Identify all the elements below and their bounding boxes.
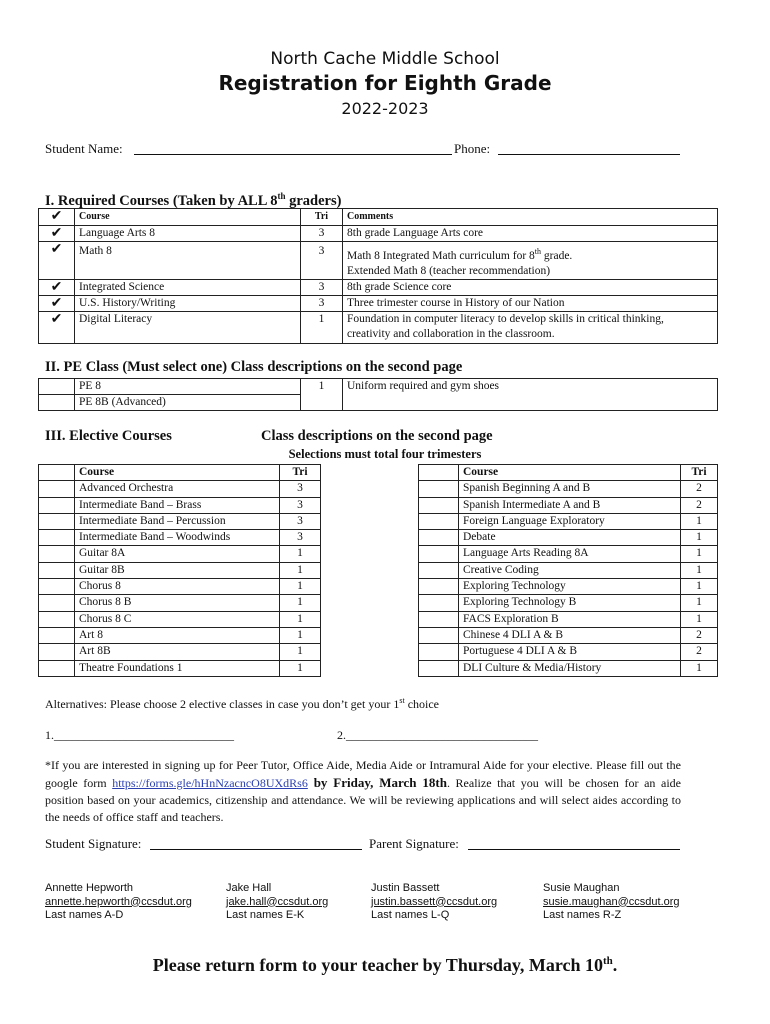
elective-tri: 1	[280, 627, 321, 643]
elective-select-box[interactable]	[419, 562, 459, 578]
phone-label: Phone:	[454, 141, 491, 156]
elective-course: Foreign Language Exploratory	[459, 513, 681, 529]
elective-select-box[interactable]	[419, 660, 459, 676]
elective-tri: 3	[280, 513, 321, 529]
elective-row	[419, 627, 718, 643]
counselor-contact: Justin Bassett justin.bassett@ccsdut.org Last names L-Q	[371, 882, 498, 921]
elective-course: Chinese 4 DLI A & B	[459, 627, 681, 643]
elective-row	[39, 546, 321, 562]
parent-signature-field[interactable]	[468, 849, 680, 850]
selection-note: Selections must total four trimesters	[288, 447, 482, 461]
elective-course: Creative Coding	[459, 562, 681, 578]
elective-tri: 1	[280, 660, 321, 676]
table-row: ✔ Integrated Science 3 8th grade Science core	[39, 279, 718, 295]
elective-course: Advanced Orchestra	[75, 481, 280, 497]
student-name-field[interactable]	[134, 154, 452, 155]
elective-tri: 3	[280, 481, 321, 497]
google-form-link[interactable]: https://forms.gle/hHnNzacncO8UXdRs6	[112, 776, 308, 790]
elective-tri: 3	[280, 497, 321, 513]
aide-note: *If you are interested in signing up for Peer Tutor, Office Aide, Media Aide or Intramural Aide for your elective. Please fill out the google form https://forms.gle/hHnNzacncO8UXdRs6 by Friday, March 18th. Realize that you will be chosen for an aide position based on your academics, citizenship and attendance. We will be reviewing applications and will select aides according to the needs of office staff and teachers.	[45, 758, 681, 824]
elective-table-right: Course Tri Spanish Beginning A and B 2 Spanish Intermediate A and B 2 Foreign Language Exploratory 1 Debate 1 Language Arts Reading 8A 1 Creative Coding 1 Exploring Technology 1 Exploring Technology B 1 FACS Exploration B 1 Chinese 4 DLI A & B 2 Portuguese 4 DLI A & B 2 DLI Culture & Media/History 1	[418, 464, 718, 677]
elective-select-box[interactable]	[39, 513, 75, 529]
counselor-email[interactable]: justin.bassett@ccsdut.org	[371, 895, 498, 908]
elective-tri: 2	[681, 627, 718, 643]
elective-course: Chorus 8	[75, 579, 280, 595]
elective-row	[39, 595, 321, 611]
table-row: ✔ Digital Literacy 1 Foundation in computer literacy to develop skills in critical thinking, creativity and collaboration in the classroom.	[39, 311, 718, 343]
elective-course: Exploring Technology	[459, 579, 681, 595]
elective-select-box[interactable]	[419, 644, 459, 660]
elective-tri: 1	[280, 595, 321, 611]
elective-row	[419, 611, 718, 627]
elective-row	[39, 530, 321, 546]
check-icon: ✔	[39, 242, 75, 280]
table-row: ✔ U.S. History/Writing 3 Three trimester course in History of our Nation	[39, 295, 718, 311]
elective-course: Exploring Technology B	[459, 595, 681, 611]
check-icon: ✔	[39, 311, 75, 343]
table-row: PE 8 1 Uniform required and gym shoes	[39, 379, 718, 395]
elective-course: Spanish Beginning A and B	[459, 481, 681, 497]
elective-row	[419, 497, 718, 513]
student-name-label: Student Name:	[45, 141, 123, 156]
elective-select-box[interactable]	[419, 611, 459, 627]
elective-row	[419, 530, 718, 546]
table-row: ✔ Language Arts 8 3 8th grade Language Arts core	[39, 226, 718, 242]
alternative-1-field[interactable]: 1.______________________________	[45, 728, 234, 742]
parent-signature-label: Parent Signature:	[369, 836, 459, 851]
elective-course: Art 8B	[75, 644, 280, 660]
elective-tri: 2	[681, 481, 718, 497]
elective-select-box[interactable]	[39, 481, 75, 497]
elective-select-box[interactable]	[419, 481, 459, 497]
elective-select-box[interactable]	[39, 627, 75, 643]
phone-field[interactable]	[498, 154, 680, 155]
elective-tri: 1	[681, 530, 718, 546]
elective-select-box[interactable]	[419, 497, 459, 513]
required-courses-table: ✔ Course Tri Comments ✔ Language Arts 8 3 8th grade Language Arts core ✔ Math 8 3 Math 8 Integrated Math curriculum for 8th grade. Extended Math 8 (teacher recommendation) ✔ Integrated Science 3 8th grade Science core ✔ U.S. History/Writing 3 Three trimester course in History of our Nation ✔ Digital Literacy 1 Foundation in computer literacy to develop skills in critical thinking, creativity and collaboration in the classroom.	[38, 208, 718, 344]
elective-select-box[interactable]	[419, 513, 459, 529]
elective-course: Debate	[459, 530, 681, 546]
elective-course: Spanish Intermediate A and B	[459, 497, 681, 513]
elective-row	[419, 579, 718, 595]
elective-row	[419, 481, 718, 497]
elective-table-left: Course Tri Advanced Orchestra 3 Intermediate Band – Brass 3 Intermediate Band – Percussion 3 Intermediate Band – Woodwinds 3 Guitar 8A 1 Guitar 8B 1 Chorus 8 1 Chorus 8 B 1 Chorus 8 C 1 Art 8 1 Art 8B 1 Theatre Foundations 1 1	[38, 464, 321, 677]
elective-course: Language Arts Reading 8A	[459, 546, 681, 562]
elective-select-box[interactable]	[39, 546, 75, 562]
elective-course: Intermediate Band – Percussion	[75, 513, 280, 529]
elective-tri: 1	[280, 611, 321, 627]
pe-8-select-box[interactable]	[39, 379, 75, 395]
elective-row	[419, 513, 718, 529]
elective-tri: 1	[681, 562, 718, 578]
elective-tri: 1	[280, 546, 321, 562]
elective-course: Guitar 8A	[75, 546, 280, 562]
alternative-2-field[interactable]: 2.________________________________	[337, 728, 538, 742]
elective-course: Chorus 8 B	[75, 595, 280, 611]
elective-course: Chorus 8 C	[75, 611, 280, 627]
counselor-contact: Jake Hall jake.hall@ccsdut.org Last names E-K	[226, 882, 329, 921]
elective-course: Theatre Foundations 1	[75, 660, 280, 676]
elective-row	[419, 562, 718, 578]
elective-tri: 1	[280, 644, 321, 660]
elective-tri: 2	[681, 644, 718, 660]
elective-row	[39, 644, 321, 660]
elective-tri: 1	[280, 579, 321, 595]
elective-select-box[interactable]	[39, 579, 75, 595]
elective-row	[39, 497, 321, 513]
return-notice: Please return form to your teacher by Thursday, March 10th.	[152, 955, 618, 975]
elective-tri: 1	[681, 595, 718, 611]
elective-subheading: Class descriptions on the second page	[261, 428, 493, 444]
elective-row	[39, 660, 321, 676]
elective-row	[39, 627, 321, 643]
elective-course: Intermediate Band – Woodwinds	[75, 530, 280, 546]
elective-tri: 1	[681, 546, 718, 562]
elective-tri: 2	[681, 497, 718, 513]
elective-tri: 1	[681, 579, 718, 595]
required-heading: I. Required Courses (Taken by ALL 8th graders)	[45, 191, 342, 209]
counselor-email[interactable]: susie.maughan@ccsdut.org	[543, 895, 680, 908]
student-signature-label: Student Signature:	[45, 836, 142, 851]
elective-tri: 1	[280, 562, 321, 578]
counselor-email[interactable]: jake.hall@ccsdut.org	[226, 895, 329, 908]
elective-select-box[interactable]	[419, 530, 459, 546]
elective-row	[419, 660, 718, 676]
elective-row	[419, 546, 718, 562]
table-row: PE 8B (Advanced)	[39, 395, 718, 411]
elective-course: Portuguese 4 DLI A & B	[459, 644, 681, 660]
school-year: 2022-2023	[341, 99, 429, 118]
pe-table	[38, 378, 718, 411]
elective-row	[39, 481, 321, 497]
counselor-contact: Annette Hepworth annette.hepworth@ccsdut.org Last names A-D	[45, 882, 192, 921]
elective-course: DLI Culture & Media/History	[459, 660, 681, 676]
student-signature-field[interactable]	[150, 849, 362, 850]
check-header: ✔	[39, 209, 75, 226]
elective-row	[39, 513, 321, 529]
elective-course: Art 8	[75, 627, 280, 643]
elective-row	[39, 579, 321, 595]
counselor-contact: Susie Maughan susie.maughan@ccsdut.org Last names R-Z	[543, 882, 680, 921]
elective-select-box[interactable]	[419, 579, 459, 595]
elective-heading: III. Elective Courses	[45, 428, 172, 444]
table-row: ✔ Math 8 3 Math 8 Integrated Math curriculum for 8th grade. Extended Math 8 (teacher recommendation)	[39, 242, 718, 280]
elective-select-box[interactable]	[39, 660, 75, 676]
elective-course: Guitar 8B	[75, 562, 280, 578]
elective-row	[39, 611, 321, 627]
elective-course: FACS Exploration B	[459, 611, 681, 627]
counselor-email[interactable]: annette.hepworth@ccsdut.org	[45, 895, 192, 908]
elective-course: Intermediate Band – Brass	[75, 497, 280, 513]
check-icon: ✔	[39, 279, 75, 295]
elective-select-box[interactable]	[39, 530, 75, 546]
pe-heading: II. PE Class (Must select one) Class descriptions on the second page	[45, 359, 463, 375]
elective-select-box[interactable]	[39, 562, 75, 578]
elective-tri: 1	[681, 611, 718, 627]
check-icon: ✔	[39, 226, 75, 242]
alternatives-text: Alternatives: Please choose 2 elective classes in case you don’t get your 1st choice	[45, 696, 439, 711]
elective-select-box[interactable]	[39, 497, 75, 513]
elective-select-box[interactable]	[39, 595, 75, 611]
page-title: Registration for Eighth Grade	[218, 71, 552, 95]
elective-select-box[interactable]	[39, 644, 75, 660]
elective-row	[419, 595, 718, 611]
elective-row	[39, 562, 321, 578]
elective-tri: 1	[681, 660, 718, 676]
elective-select-box[interactable]	[419, 627, 459, 643]
elective-tri: 3	[280, 530, 321, 546]
elective-row	[419, 644, 718, 660]
elective-tri: 1	[681, 513, 718, 529]
elective-select-box[interactable]	[39, 611, 75, 627]
check-icon: ✔	[39, 295, 75, 311]
elective-select-box[interactable]	[419, 546, 459, 562]
pe-8b-select-box[interactable]	[39, 395, 75, 411]
elective-select-box[interactable]	[419, 595, 459, 611]
school-name: North Cache Middle School	[270, 49, 500, 69]
